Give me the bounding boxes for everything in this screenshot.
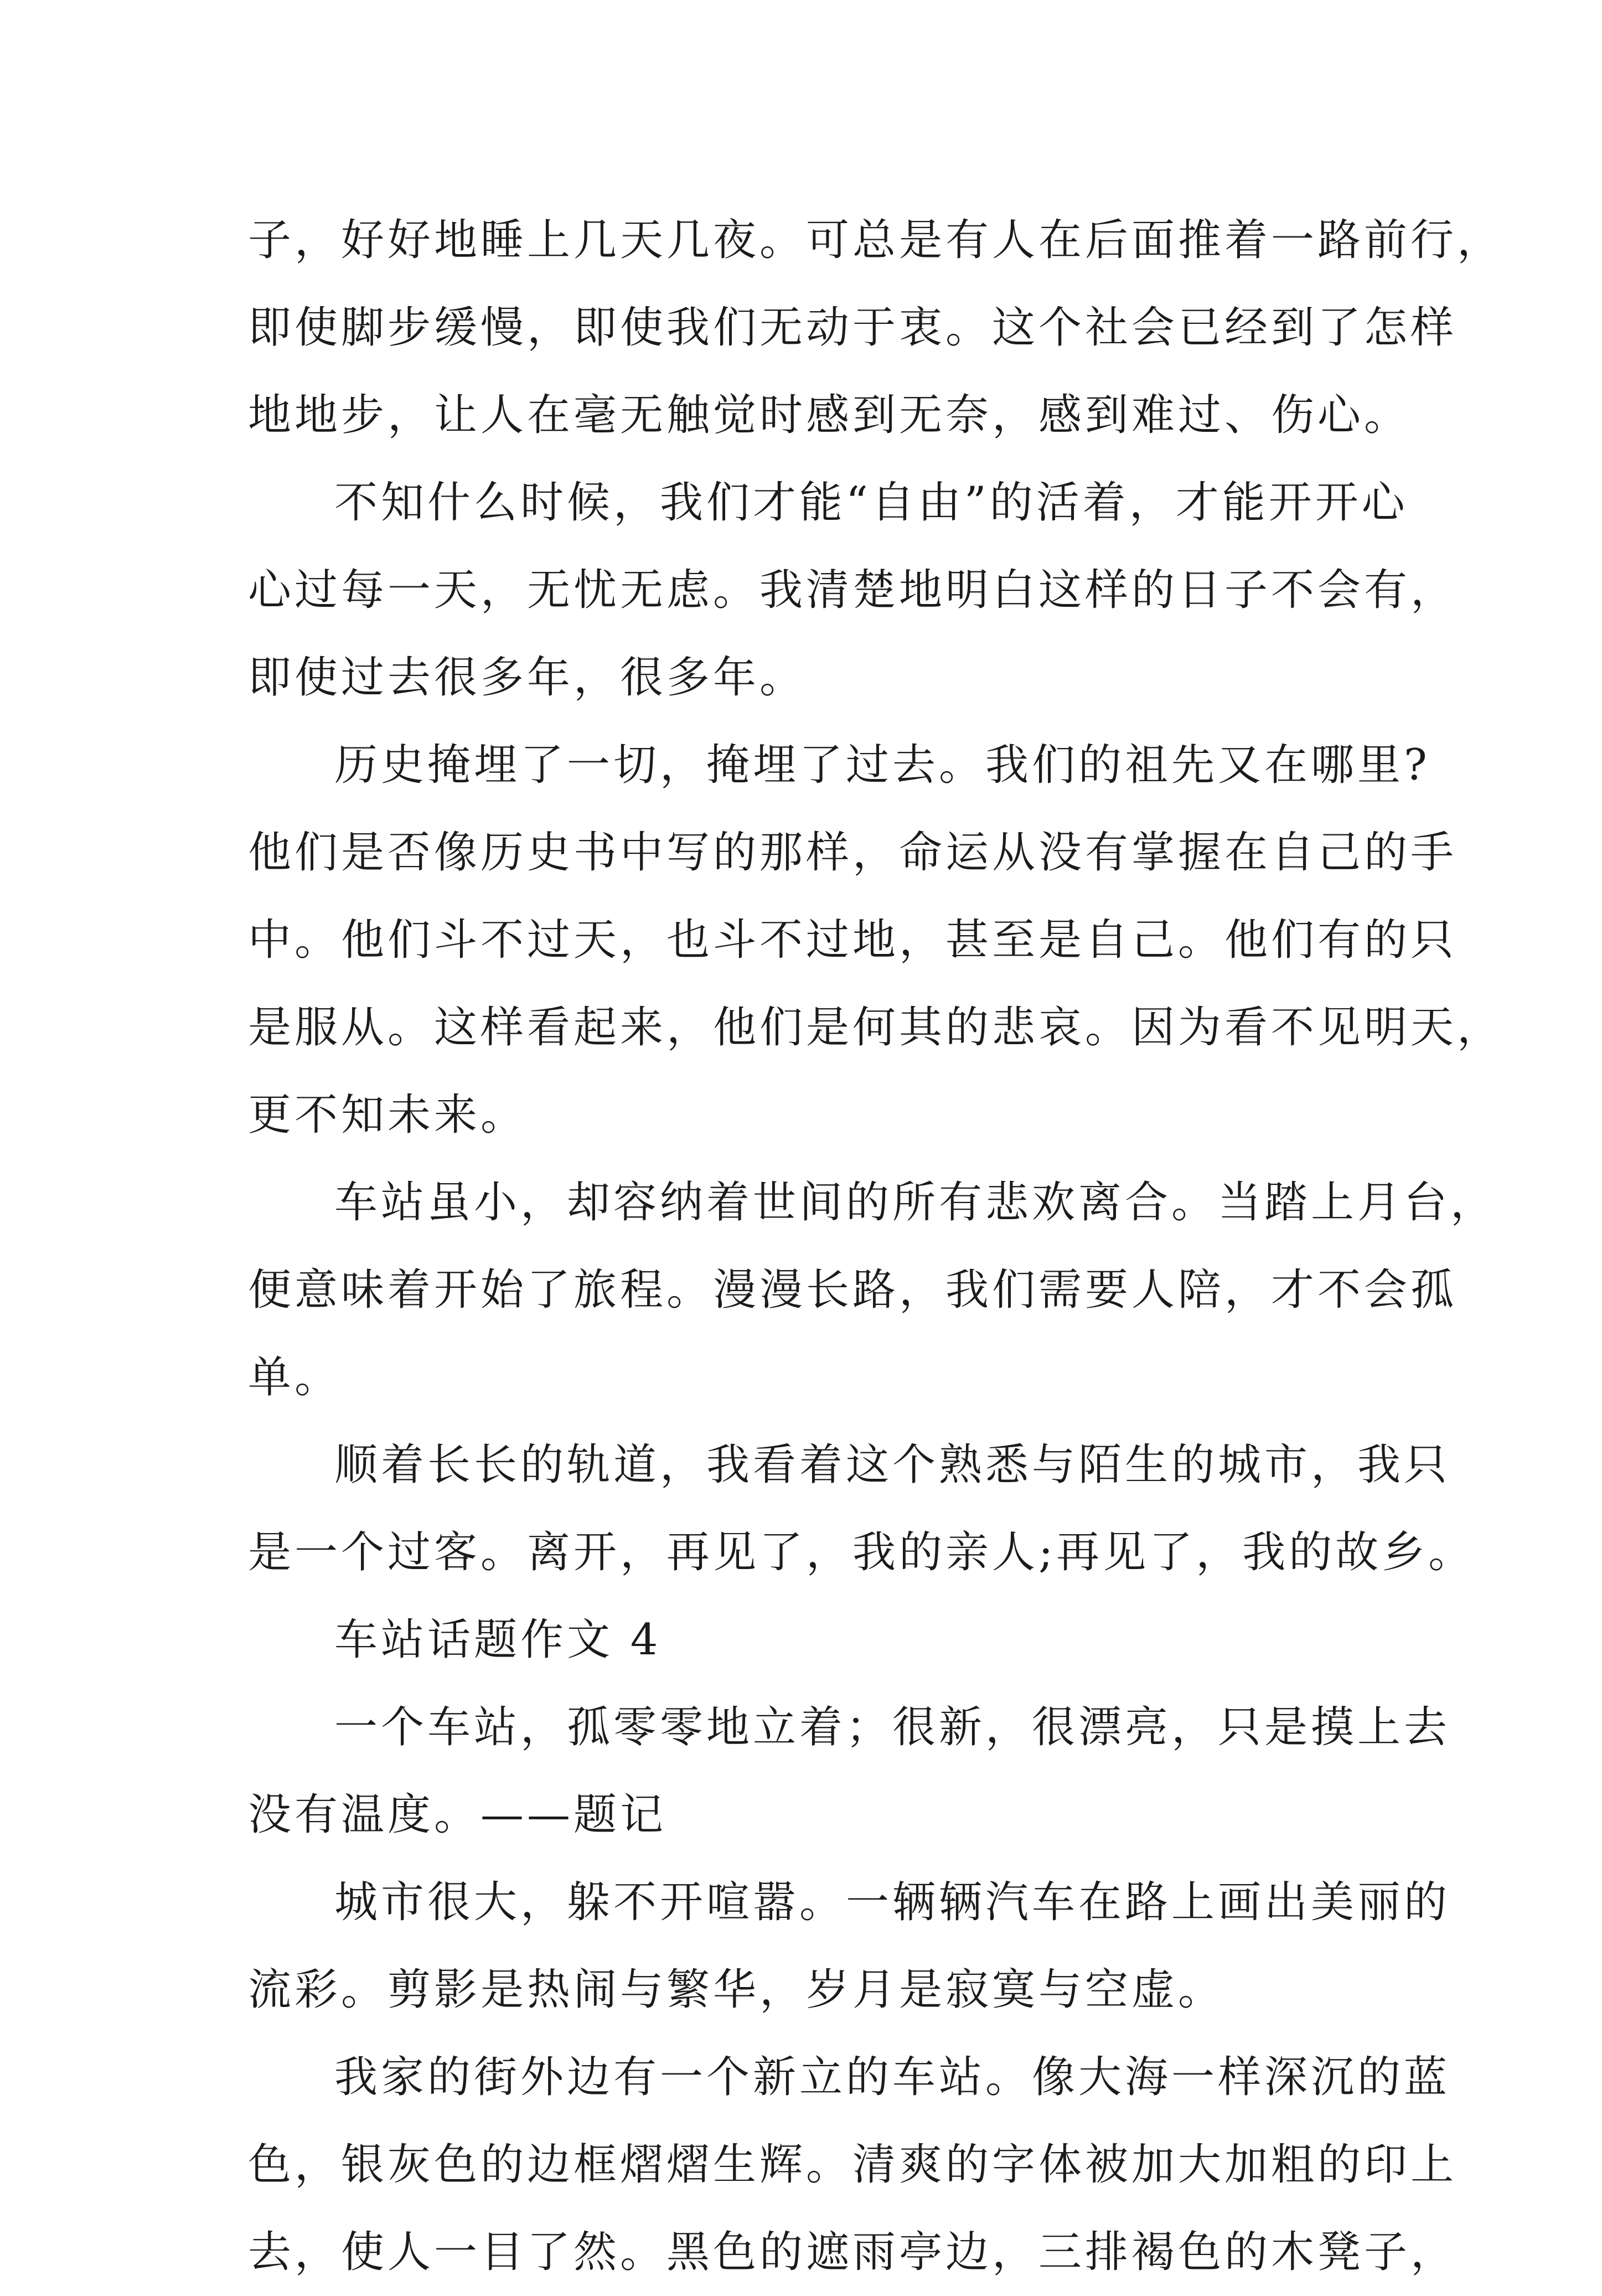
text-line: 历史掩埋了一切，掩埋了过去。我们的祖先又在哪里? <box>334 740 1430 790</box>
text-line: 一个车站，孤零零地立着；很新，很漂亮，只是摸上去 <box>334 1702 1451 1752</box>
text-line: 中。他们斗不过天，也斗不过地，甚至是自己。他们有的只 <box>248 915 1458 965</box>
text-line: 流彩。剪影是热闹与繁华，岁月是寂寞与空虚。 <box>248 1965 1225 2015</box>
text-line: 单。 <box>248 1353 342 1402</box>
text-line: 城市很大，躲不开喧嚣。一辆辆汽车在路上画出美丽的 <box>334 1877 1451 1927</box>
text-line: 即使脚步缓慢，即使我们无动于衷。这个社会已经到了怎样 <box>248 303 1458 353</box>
text-line: 更不知未来。 <box>248 1090 528 1140</box>
text-line: 是一个过客。离开，再见了，我的亲人;再见了，我的故乡。 <box>248 1528 1475 1577</box>
text-line: 去，使人一目了然。黑色的遮雨亭边，三排褐色的木凳子， <box>248 2227 1458 2277</box>
text-line: 顺着长长的轨道，我看着这个熟悉与陌生的城市，我只 <box>334 1440 1451 1490</box>
text-line: 便意味着开始了旅程。漫漫长路，我们需要人陪，才不会孤 <box>248 1265 1458 1315</box>
text-line: 我家的街外边有一个新立的车站。像大海一样深沉的蓝 <box>334 2052 1451 2102</box>
text-line: 色，银灰色的边框熠熠生辉。清爽的字体被加大加粗的印上 <box>248 2140 1458 2190</box>
text-line: 车站虽小，却容纳着世间的所有悲欢离合。当踏上月台， <box>334 1178 1497 1227</box>
text-line: 子，好好地睡上几天几夜。可总是有人在后面推着一路前行， <box>248 215 1504 265</box>
text-line: 心过每一天，无忧无虑。我清楚地明白这样的日子不会有， <box>248 565 1458 615</box>
text-line: 车站话题作文 4 <box>334 1615 662 1665</box>
text-line: 没有温度。——题记 <box>248 1790 667 1840</box>
body-text <box>248 197 1504 2296</box>
text-line: 不知什么时候，我们才能“自由”的活着，才能开开心 <box>334 478 1408 528</box>
text-line: 即使过去很多年，很多年。 <box>248 653 807 703</box>
text-line: 他们是否像历史书中写的那样，命运从没有掌握在自己的手 <box>248 828 1458 878</box>
text-line: 是服从。这样看起来，他们是何其的悲哀。因为看不见明天， <box>248 1003 1504 1052</box>
text-line: 地地步，让人在毫无触觉时感到无奈，感到难过、伤心。 <box>248 390 1411 440</box>
